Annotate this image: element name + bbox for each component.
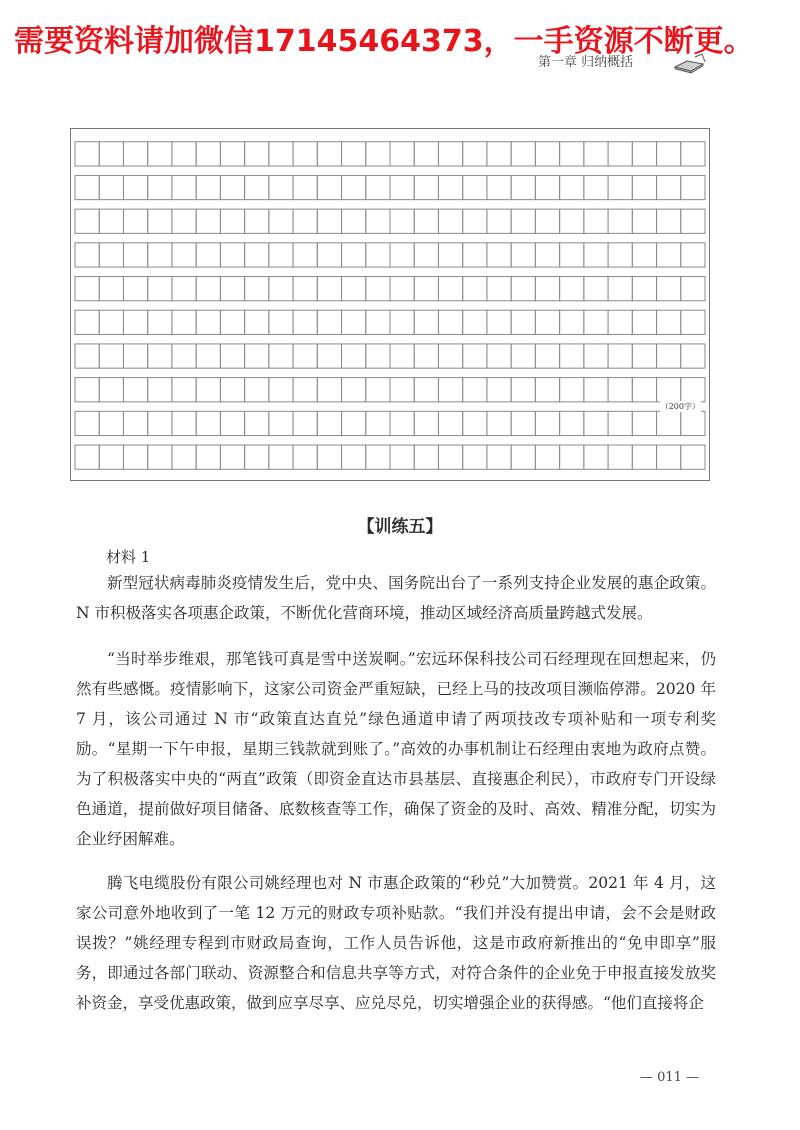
grid-cell[interactable]: [681, 209, 705, 233]
grid-cell[interactable]: [608, 142, 632, 166]
grid-cell[interactable]: [196, 277, 220, 301]
grid-cell[interactable]: [245, 445, 269, 469]
grid-cell[interactable]: [511, 378, 535, 402]
grid-cell[interactable]: [196, 411, 220, 435]
grid-cell[interactable]: [390, 445, 414, 469]
grid-cell[interactable]: [317, 142, 341, 166]
grid-cell[interactable]: [123, 344, 147, 368]
grid-cell[interactable]: [560, 175, 584, 199]
grid-cell[interactable]: [75, 175, 99, 199]
grid-cell[interactable]: [75, 344, 99, 368]
grid-cell[interactable]: [584, 378, 608, 402]
grid-cell[interactable]: [293, 411, 317, 435]
grid-cell[interactable]: [511, 310, 535, 334]
grid-cell[interactable]: [560, 142, 584, 166]
grid-cell[interactable]: [535, 310, 559, 334]
grid-cell[interactable]: [317, 277, 341, 301]
grid-cell[interactable]: [535, 209, 559, 233]
grid-cell[interactable]: [463, 175, 487, 199]
grid-cell[interactable]: [123, 142, 147, 166]
grid-cell[interactable]: [342, 344, 366, 368]
grid-cell[interactable]: [390, 378, 414, 402]
grid-cell[interactable]: [584, 411, 608, 435]
grid-cell[interactable]: [196, 209, 220, 233]
grid-cell[interactable]: [438, 243, 462, 267]
grid-cell[interactable]: [245, 277, 269, 301]
grid-cell[interactable]: [75, 142, 99, 166]
grid-cell[interactable]: [632, 344, 656, 368]
grid-cell[interactable]: [438, 209, 462, 233]
grid-cell[interactable]: [463, 209, 487, 233]
grid-cell[interactable]: [317, 411, 341, 435]
grid-cell[interactable]: [681, 411, 705, 435]
paragraph-1: 新型冠状病毒肺炎疫情发生后，党中央、国务院出台了一系列支持企业发展的惠企政策。N 市积极落实各项惠企政策，不断优化营商环境，推动区域经济高质量跨越式发展。: [76, 574, 716, 622]
grid-cell[interactable]: [511, 445, 535, 469]
grid-cell[interactable]: [487, 411, 511, 435]
grid-cell[interactable]: [99, 142, 123, 166]
chapter-header: 第一章 归纳概括: [538, 55, 634, 70]
grid-cell[interactable]: [681, 142, 705, 166]
grid-cell[interactable]: [681, 378, 705, 402]
grid-cell[interactable]: [584, 277, 608, 301]
grid-cell[interactable]: [535, 142, 559, 166]
grid-cell[interactable]: [560, 310, 584, 334]
grid-row: [75, 277, 705, 301]
grid-cell[interactable]: [681, 445, 705, 469]
grid-cell[interactable]: [560, 378, 584, 402]
grid-cell[interactable]: [342, 209, 366, 233]
book-icon: [672, 52, 706, 74]
grid-cell[interactable]: [123, 209, 147, 233]
grid-cell[interactable]: [657, 277, 681, 301]
grid-cell[interactable]: [608, 209, 632, 233]
grid-cell[interactable]: [245, 243, 269, 267]
grid-cell[interactable]: [245, 378, 269, 402]
grid-cell[interactable]: [75, 378, 99, 402]
grid-cell[interactable]: [487, 310, 511, 334]
grid-cell[interactable]: [511, 175, 535, 199]
grid-cell[interactable]: [366, 209, 390, 233]
paragraph-2: “当时举步维艰，那笔钱可真是雪中送炭啊。”宏远环保科技公司石经理现在回想起来，仍然有些感慨。疫情影响下，这家公司资金严重短缺，已经上马的技改项目濒临停滞。2020 年 7 月，该公司通过 N 市“政策直达直兑”绿色通道申请了两项技改专项补贴和一项专利奖励。“星期一下午申报，星期三钱款就到账了。”高效的办事机制让石经理由衷地为政府点赞。为了积极落实中央的“两直”政策（即资金直达市县基层、直接惠企利民），市政府专门开设绿色通道，提前做好项目储备、底数核查等工作，确保了资金的及时、高效、精准分配，切实为企业纾困解难。: [76, 650, 716, 848]
grid-cell[interactable]: [487, 445, 511, 469]
grid-cell[interactable]: [463, 243, 487, 267]
grid-cell[interactable]: [172, 142, 196, 166]
grid-cell[interactable]: [148, 310, 172, 334]
grid-cell[interactable]: [269, 243, 293, 267]
grid-cell[interactable]: [245, 209, 269, 233]
grid-cell[interactable]: [366, 243, 390, 267]
grid-cell[interactable]: [317, 243, 341, 267]
grid-cell[interactable]: [414, 142, 438, 166]
grid-cell[interactable]: [632, 277, 656, 301]
grid-cell[interactable]: [632, 142, 656, 166]
grid-row: [75, 209, 705, 233]
grid-cell[interactable]: [463, 310, 487, 334]
grid-cell[interactable]: [75, 243, 99, 267]
grid-cell[interactable]: [535, 445, 559, 469]
grid-cell[interactable]: [414, 344, 438, 368]
grid-cell[interactable]: [75, 310, 99, 334]
grid-cell[interactable]: [560, 277, 584, 301]
grid-cell[interactable]: [196, 175, 220, 199]
grid-cell[interactable]: [148, 209, 172, 233]
grid-cell[interactable]: [657, 310, 681, 334]
grid-cell[interactable]: [414, 411, 438, 435]
grid-cell[interactable]: [245, 310, 269, 334]
grid-cell[interactable]: [75, 209, 99, 233]
grid-cell[interactable]: [438, 175, 462, 199]
grid-cell[interactable]: [293, 445, 317, 469]
grid-row: [75, 378, 705, 402]
grid-cell[interactable]: [293, 243, 317, 267]
grid-cell[interactable]: [681, 310, 705, 334]
grid-cell[interactable]: [463, 344, 487, 368]
grid-cell[interactable]: [342, 310, 366, 334]
grid-cell[interactable]: [390, 209, 414, 233]
grid-cell[interactable]: [535, 277, 559, 301]
grid-cell[interactable]: [172, 378, 196, 402]
grid-cell[interactable]: [584, 344, 608, 368]
grid-cell[interactable]: [390, 344, 414, 368]
grid-cell[interactable]: [657, 445, 681, 469]
grid-cell[interactable]: [487, 243, 511, 267]
grid-cell[interactable]: [75, 445, 99, 469]
grid-cell[interactable]: [463, 142, 487, 166]
grid-cell[interactable]: [75, 411, 99, 435]
grid-cell[interactable]: [657, 344, 681, 368]
grid-cell[interactable]: [463, 445, 487, 469]
grid-cell[interactable]: [342, 277, 366, 301]
word-count-marker: （200字）: [660, 402, 700, 411]
grid-cell[interactable]: [148, 243, 172, 267]
grid-cell[interactable]: [608, 277, 632, 301]
grid-cell[interactable]: [657, 175, 681, 199]
grid-cell[interactable]: [293, 310, 317, 334]
grid-cell[interactable]: [245, 142, 269, 166]
grid-cell[interactable]: [123, 310, 147, 334]
grid-cell[interactable]: [535, 411, 559, 435]
grid-cell[interactable]: [342, 142, 366, 166]
grid-cell[interactable]: [220, 378, 244, 402]
grid-cell[interactable]: [632, 378, 656, 402]
grid-cell[interactable]: [99, 277, 123, 301]
grid-cell[interactable]: [511, 209, 535, 233]
grid-cell[interactable]: [511, 411, 535, 435]
grid-row: [75, 310, 705, 334]
grid-cell[interactable]: [269, 411, 293, 435]
grid-cell[interactable]: [414, 378, 438, 402]
grid-cell[interactable]: [657, 142, 681, 166]
grid-cell[interactable]: [220, 243, 244, 267]
grid-cell[interactable]: [438, 378, 462, 402]
grid-row: [75, 411, 705, 435]
grid-cell[interactable]: [511, 344, 535, 368]
grid-cell[interactable]: [608, 411, 632, 435]
grid-cell[interactable]: [196, 310, 220, 334]
grid-cell[interactable]: [99, 209, 123, 233]
grid-cell[interactable]: [196, 142, 220, 166]
grid-cell[interactable]: [366, 175, 390, 199]
grid-cell[interactable]: [681, 175, 705, 199]
grid-cell[interactable]: [438, 277, 462, 301]
grid-cell[interactable]: [463, 277, 487, 301]
grid-cell[interactable]: [172, 411, 196, 435]
grid-cell[interactable]: [245, 344, 269, 368]
grid-cell[interactable]: [681, 277, 705, 301]
grid-cell[interactable]: [366, 310, 390, 334]
grid-cell[interactable]: [366, 344, 390, 368]
grid-cell[interactable]: [535, 344, 559, 368]
grid-cell[interactable]: [535, 175, 559, 199]
grid-cell[interactable]: [220, 175, 244, 199]
grid-cell[interactable]: [632, 445, 656, 469]
grid-cell[interactable]: [438, 445, 462, 469]
grid-cell[interactable]: [390, 175, 414, 199]
grid-cell[interactable]: [293, 344, 317, 368]
grid-cell[interactable]: [657, 243, 681, 267]
grid-cell[interactable]: [584, 243, 608, 267]
grid-cell[interactable]: [535, 243, 559, 267]
grid-cell[interactable]: [220, 142, 244, 166]
grid-cell[interactable]: [123, 243, 147, 267]
grid-cell[interactable]: [584, 175, 608, 199]
grid-cell[interactable]: [511, 142, 535, 166]
grid-cell[interactable]: [196, 243, 220, 267]
grid-cell[interactable]: [123, 445, 147, 469]
grid-cell[interactable]: [342, 378, 366, 402]
grid-cell[interactable]: [99, 411, 123, 435]
grid-cell[interactable]: [172, 209, 196, 233]
grid-cell[interactable]: [390, 277, 414, 301]
grid-cell[interactable]: [220, 310, 244, 334]
grid-cell[interactable]: [681, 344, 705, 368]
grid-cell[interactable]: [608, 175, 632, 199]
grid-cell[interactable]: [487, 344, 511, 368]
grid-cell[interactable]: [123, 277, 147, 301]
grid-cell[interactable]: [438, 411, 462, 435]
grid-cell[interactable]: [269, 445, 293, 469]
grid-cell[interactable]: [172, 175, 196, 199]
grid-cell[interactable]: [99, 344, 123, 368]
grid-cell[interactable]: [511, 243, 535, 267]
grid-cell[interactable]: [317, 445, 341, 469]
grid-cell[interactable]: [390, 243, 414, 267]
grid-cell[interactable]: [584, 142, 608, 166]
grid-row: [75, 243, 705, 267]
grid-cell[interactable]: [172, 243, 196, 267]
grid-cell[interactable]: [269, 310, 293, 334]
grid-cell[interactable]: [463, 411, 487, 435]
grid-cell[interactable]: [438, 142, 462, 166]
grid-cell[interactable]: [366, 411, 390, 435]
grid-cell[interactable]: [632, 310, 656, 334]
grid-cell[interactable]: [317, 344, 341, 368]
grid-cell[interactable]: [438, 344, 462, 368]
grid-cell[interactable]: [366, 277, 390, 301]
grid-cell[interactable]: [414, 209, 438, 233]
grid-cell[interactable]: [148, 445, 172, 469]
grid-cell[interactable]: [196, 344, 220, 368]
grid-cell[interactable]: [608, 378, 632, 402]
grid-cell[interactable]: [657, 411, 681, 435]
grid-cell[interactable]: [438, 310, 462, 334]
grid-cell[interactable]: [657, 378, 681, 402]
grid-cell[interactable]: [269, 142, 293, 166]
grid-cell[interactable]: [293, 209, 317, 233]
grid-cell[interactable]: [269, 209, 293, 233]
grid-cell[interactable]: [414, 277, 438, 301]
grid-cell[interactable]: [342, 445, 366, 469]
grid-cell[interactable]: [535, 378, 559, 402]
page-number: — 011 —: [640, 1070, 700, 1085]
grid-cell[interactable]: [269, 378, 293, 402]
grid-cell[interactable]: [172, 310, 196, 334]
grid-cell[interactable]: [220, 277, 244, 301]
grid-cell[interactable]: [148, 411, 172, 435]
grid-cell[interactable]: [608, 243, 632, 267]
grid-cell[interactable]: [511, 277, 535, 301]
grid-cell[interactable]: [148, 142, 172, 166]
grid-cell[interactable]: [172, 277, 196, 301]
grid-cell[interactable]: [196, 378, 220, 402]
grid-cell[interactable]: [560, 411, 584, 435]
grid-cell[interactable]: [366, 142, 390, 166]
grid-cell[interactable]: [584, 310, 608, 334]
answer-grid[interactable]: [70, 128, 710, 481]
grid-cell[interactable]: [148, 175, 172, 199]
grid-cell[interactable]: [342, 243, 366, 267]
grid-cell[interactable]: [584, 209, 608, 233]
grid-cell[interactable]: [123, 175, 147, 199]
grid-cell[interactable]: [366, 445, 390, 469]
grid-cell[interactable]: [560, 344, 584, 368]
grid-cell[interactable]: [487, 175, 511, 199]
grid-cell[interactable]: [220, 445, 244, 469]
grid-cell[interactable]: [148, 277, 172, 301]
grid-cell[interactable]: [269, 344, 293, 368]
grid-cell[interactable]: [414, 445, 438, 469]
grid-cell[interactable]: [342, 175, 366, 199]
grid-cell[interactable]: [293, 175, 317, 199]
watermark-banner: 需要资料请加微信17145464373，一手资源不断更。: [14, 24, 754, 59]
grid-cell[interactable]: [245, 175, 269, 199]
grid-cell[interactable]: [269, 175, 293, 199]
grid-cell[interactable]: [245, 411, 269, 435]
grid-cell[interactable]: [99, 310, 123, 334]
grid-cell[interactable]: [99, 243, 123, 267]
grid-cell[interactable]: [99, 378, 123, 402]
grid-cell[interactable]: [123, 411, 147, 435]
grid-cell[interactable]: [487, 378, 511, 402]
grid-cell[interactable]: [632, 243, 656, 267]
grid-cell[interactable]: [148, 344, 172, 368]
grid-cell[interactable]: [220, 344, 244, 368]
grid-cell[interactable]: [390, 310, 414, 334]
grid-cell[interactable]: [632, 175, 656, 199]
grid-cell[interactable]: [269, 277, 293, 301]
grid-cell[interactable]: [293, 277, 317, 301]
training-title: 【训练五】: [357, 517, 443, 537]
grid-cell[interactable]: [657, 209, 681, 233]
grid-cell[interactable]: [608, 445, 632, 469]
grid-cell[interactable]: [99, 175, 123, 199]
grid-cell[interactable]: [414, 310, 438, 334]
grid-cell[interactable]: [414, 175, 438, 199]
grid-cell[interactable]: [390, 411, 414, 435]
grid-row: [75, 344, 705, 368]
grid-cell[interactable]: [560, 209, 584, 233]
grid-row: [75, 445, 705, 469]
answer-grid-lines: [71, 129, 709, 480]
grid-cell[interactable]: [487, 209, 511, 233]
grid-cell[interactable]: [342, 411, 366, 435]
material-label: 材料 1: [106, 548, 151, 566]
grid-cell[interactable]: [317, 310, 341, 334]
grid-cell[interactable]: [220, 411, 244, 435]
grid-cell[interactable]: [366, 378, 390, 402]
grid-cell[interactable]: [317, 175, 341, 199]
grid-cell[interactable]: [172, 445, 196, 469]
grid-cell[interactable]: [632, 411, 656, 435]
grid-cell[interactable]: [608, 310, 632, 334]
grid-cell[interactable]: [584, 445, 608, 469]
grid-cell[interactable]: [560, 243, 584, 267]
grid-cell[interactable]: [99, 445, 123, 469]
paragraph-3: 腾飞电缆股份有限公司姚经理也对 N 市惠企政策的“秒兑”大加赞赏。2021 年 4 月，这家公司意外地收到了一笔 12 万元的财政专项补贴款。“我们并没有提出申请，会不会是财政误拨？”姚经理专程到市财政局查询，工作人员告诉他，这是市政府新推出的“免申即享”服务，即通过各部门联动、资源整合和信息共享等方式，对符合条件的企业免于申报直接发放奖补资金，享受优惠政策，做到应享尽享、应兑尽兑，切实增强企业的获得感。“他们直接将企: [76, 874, 716, 1012]
grid-cell[interactable]: [390, 142, 414, 166]
grid-cell[interactable]: [293, 142, 317, 166]
grid-cell[interactable]: [148, 378, 172, 402]
grid-row: [75, 142, 705, 166]
grid-cell[interactable]: [172, 344, 196, 368]
grid-cell[interactable]: [75, 277, 99, 301]
grid-cell[interactable]: [681, 243, 705, 267]
grid-row: [75, 175, 705, 199]
grid-cell[interactable]: [123, 378, 147, 402]
grid-cell[interactable]: [317, 209, 341, 233]
grid-cell[interactable]: [463, 378, 487, 402]
grid-cell[interactable]: [608, 344, 632, 368]
grid-cell[interactable]: [560, 445, 584, 469]
grid-cell[interactable]: [293, 378, 317, 402]
grid-cell[interactable]: [317, 378, 341, 402]
grid-cell[interactable]: [487, 142, 511, 166]
grid-cell[interactable]: [487, 277, 511, 301]
grid-cell[interactable]: [196, 445, 220, 469]
grid-cell[interactable]: [414, 243, 438, 267]
grid-cell[interactable]: [220, 209, 244, 233]
grid-cell[interactable]: [632, 209, 656, 233]
